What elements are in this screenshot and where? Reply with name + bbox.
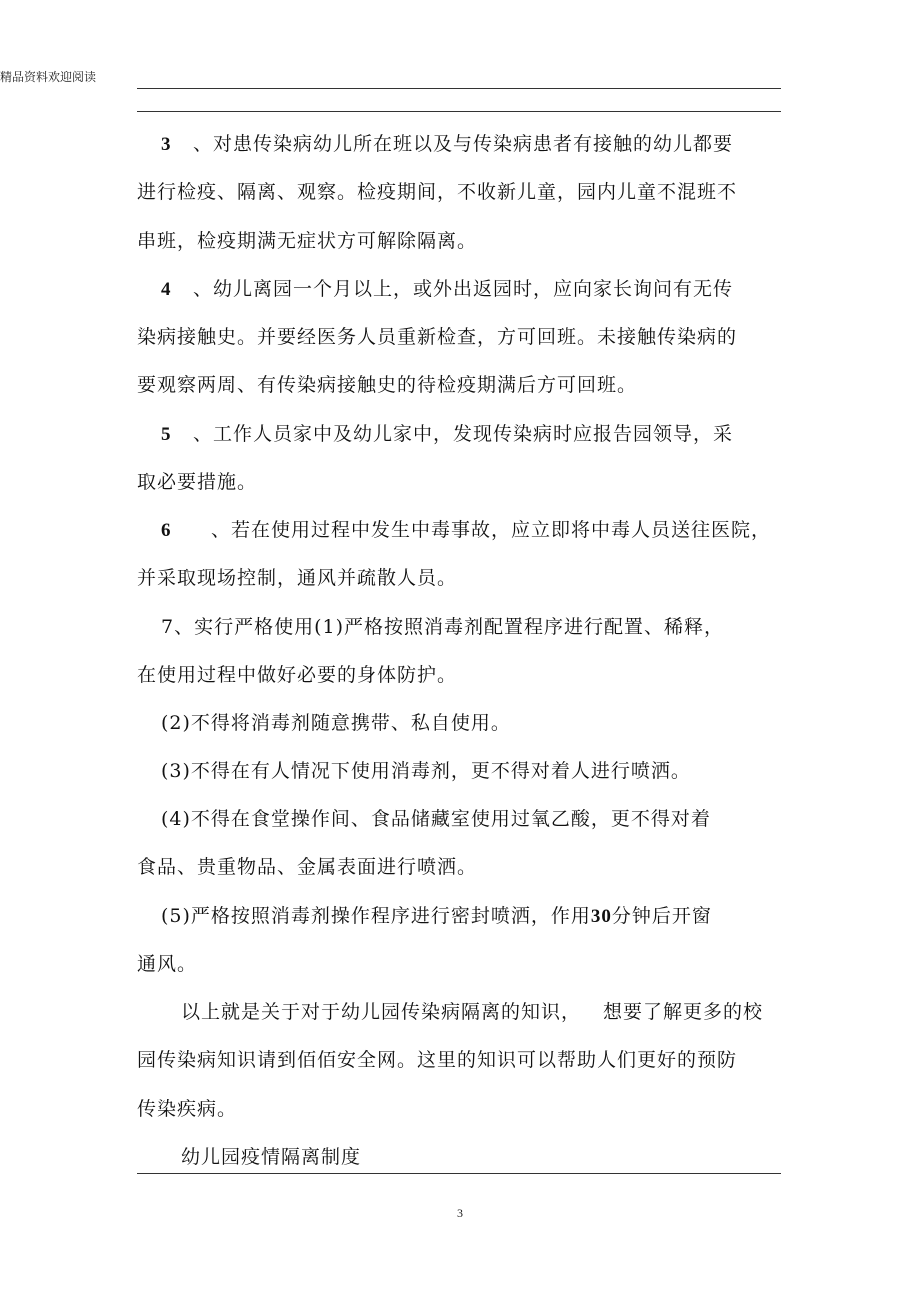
closing-line-1: 以上就是关于对于幼儿园传染病隔离的知识， 想要了解更多的校 — [181, 1001, 764, 1023]
item-5-line-2: 取必要措施。 — [137, 471, 258, 493]
item-4-line-3: 要观察两周、有传染病接触史的待检疫期满后方可回班。 — [137, 374, 638, 396]
item-7-line-2: 在使用过程中做好必要的身体防护。 — [137, 664, 458, 686]
item-6-line-2: 并采取现场控制，通风并疏散人员。 — [137, 567, 458, 589]
item-4-number: 4 — [161, 279, 172, 300]
closing-line-2: 园传染病知识请到佰佰安全网。这里的知识可以帮助人们更好的预防 — [137, 1049, 738, 1071]
item-5-number: 5 — [161, 424, 172, 445]
item-7-line-1: 7、实行严格使用(1)严格按照消毒剂配置程序进行配置、稀释， — [161, 616, 725, 638]
item-6-number: 6 — [161, 520, 172, 541]
item-4-line-1: 4 、幼儿离园一个月以上，或外出返园时，应向家长询问有无传 — [161, 278, 734, 300]
item-5-line-1: 5 、工作人员家中及幼儿家中，发现传染病时应报告园领导，采 — [161, 423, 734, 445]
closing-line-3: 传染疾病。 — [137, 1098, 238, 1120]
sub-item-4-line-1: (4)不得在食堂操作间、食品储藏室使用过氧乙酸，更不得对着 — [161, 808, 711, 830]
page-number: 3 — [457, 1206, 463, 1220]
header-note: 精品资料欢迎阅读 — [0, 70, 97, 84]
footer-rule — [137, 1173, 781, 1174]
sub-item-2: (2)不得将消毒剂随意携带、私自使用。 — [161, 712, 511, 734]
item-3-number: 3 — [161, 134, 172, 155]
item-3-line-3: 串班，检疫期满无症状方可解除隔离。 — [137, 230, 478, 252]
duration-value: 30 — [590, 906, 612, 927]
sub-item-5-line-1: (5)严格按照消毒剂操作程序进行密封喷洒，作用30分钟后开窗 — [161, 905, 712, 927]
header-rule-top — [137, 88, 781, 89]
sub-item-5-line-2: 通风。 — [137, 953, 198, 975]
sub-item-3: (3)不得在有人情况下使用消毒剂，更不得对着人进行喷洒。 — [161, 760, 691, 782]
section-title: 幼儿园疫情隔离制度 — [181, 1146, 362, 1168]
sub-item-4-line-2: 食品、贵重物品、金属表面进行喷洒。 — [137, 856, 478, 878]
item-4-line-2: 染病接触史。并要经医务人员重新检查，方可回班。未接触传染病的 — [137, 326, 738, 348]
header-rule-bottom — [137, 111, 781, 112]
item-3-line-1: 3 、对患传染病幼儿所在班以及与传染病患者有接触的幼儿都要 — [161, 133, 734, 155]
item-3-line-2: 进行检疫、隔离、观察。检疫期间，不收新儿童，园内儿童不混班不 — [137, 181, 738, 203]
item-6-line-1: 6 、若在使用过程中发生中毒事故，应立即将中毒人员送往医院， — [161, 519, 772, 541]
